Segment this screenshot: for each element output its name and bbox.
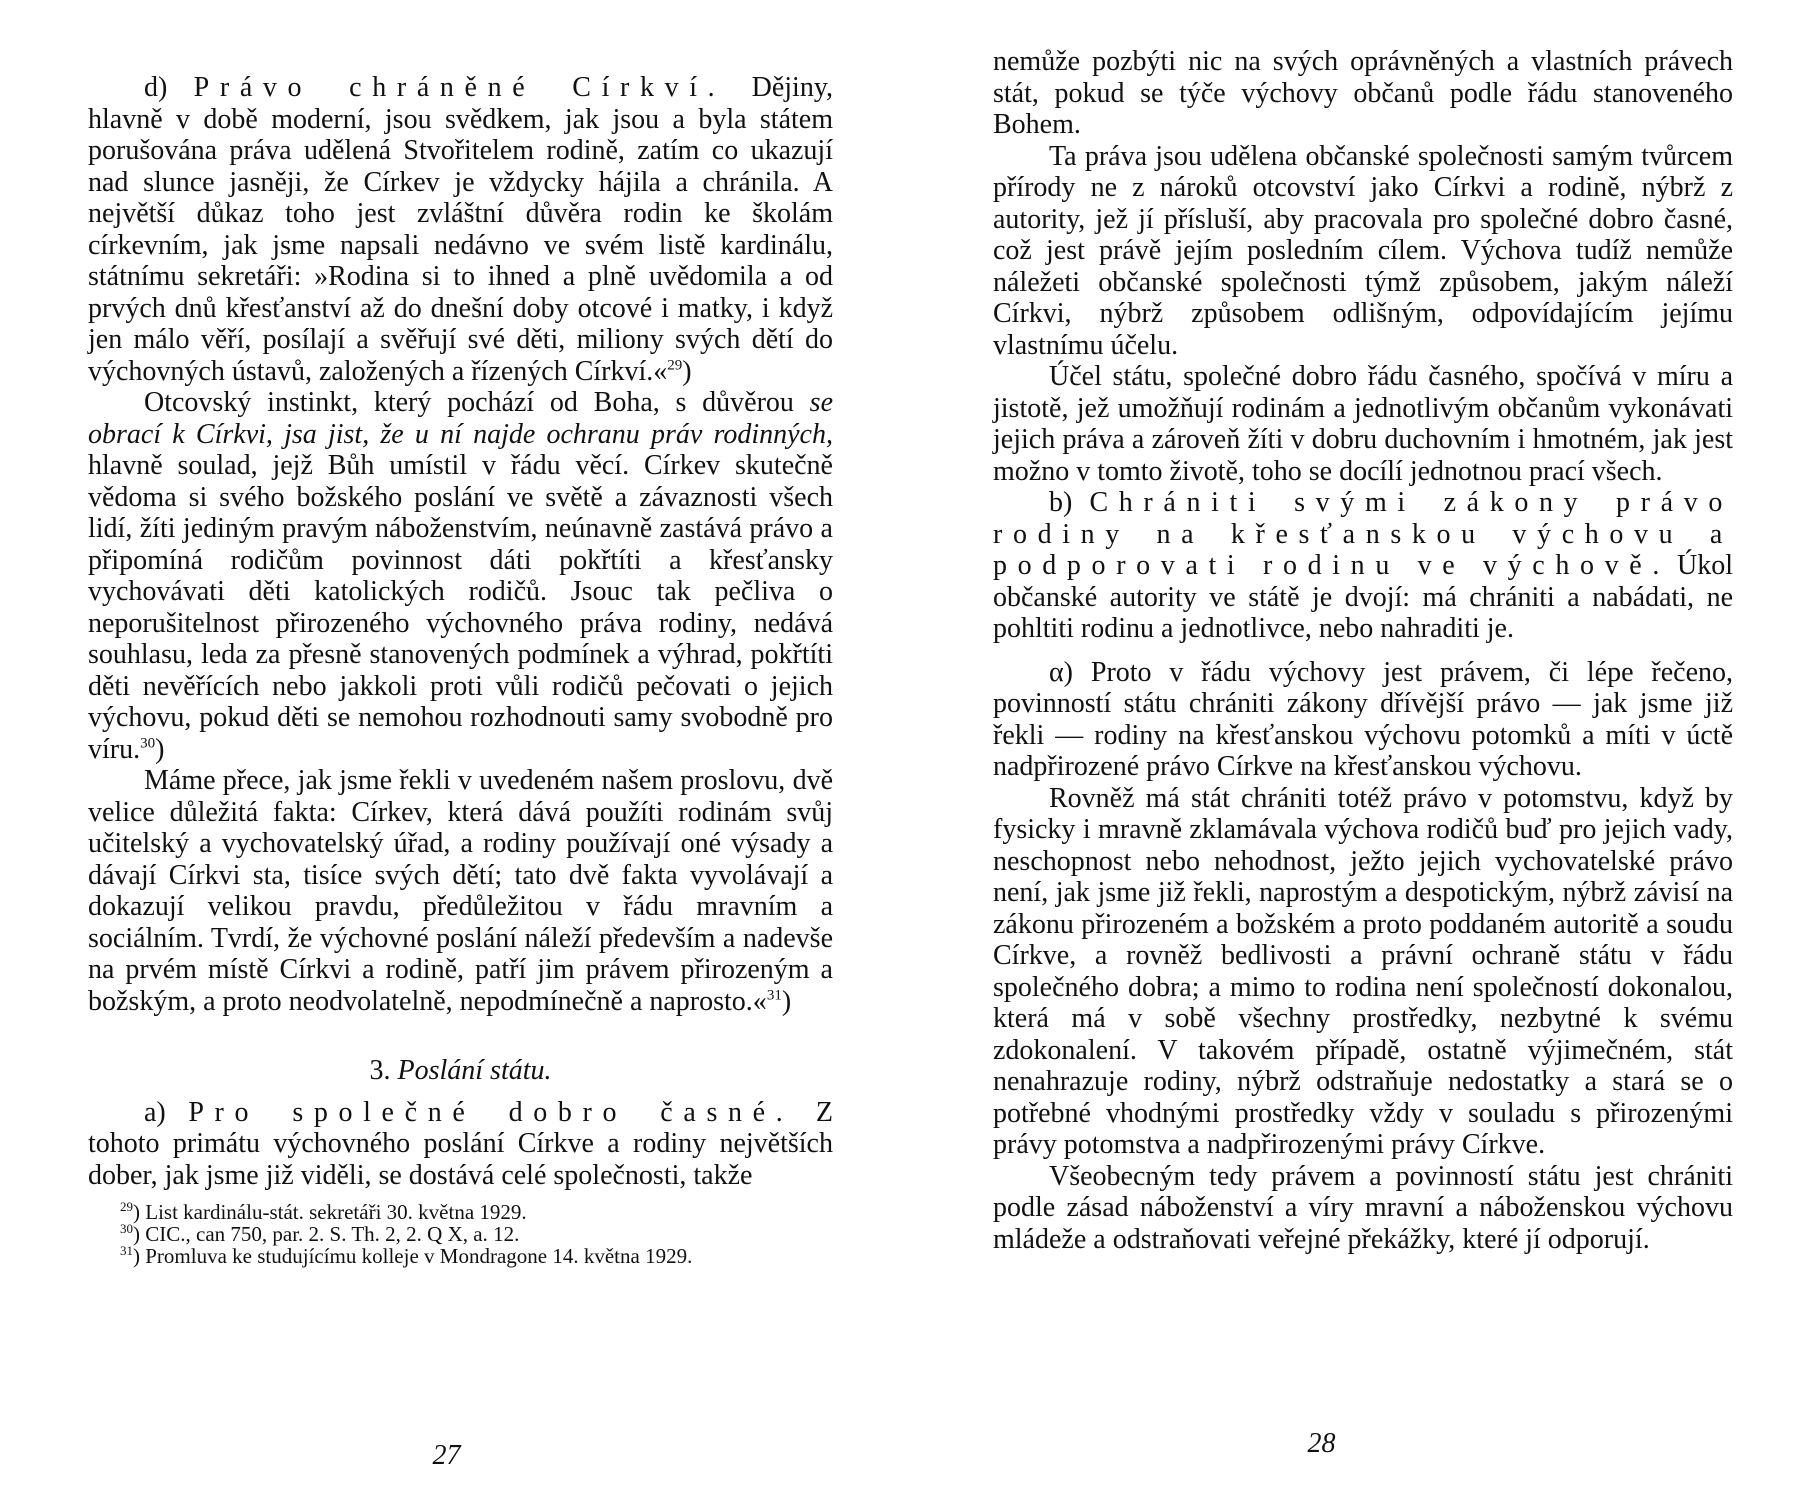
page-number: 27 [432,1440,461,1471]
footnote-number: 31 [120,1243,133,1258]
paragraph-common-good [88,1097,833,1192]
footnote-item [88,1201,833,1223]
footnote-ref-close: ) [155,733,165,765]
paragraph-heading: Právo chráněné Církví. [193,72,726,103]
paragraph-text: hlavně soulad, jejž Bůh umístil v řádu věcí. Církev skutečně vědoma si svého božského poslání ve světě a závaznosti všech lidí, žíti jediným pravým náboženstvím, neúnavně zastává právo a připomíná rodičům povinnost dáti pokřtíti a křesťansky vychovávati děti katolických rodičů. Jsouc tak pečliva o neporušitelnost přirozeného výchovného práva rodiny, nedává souhlasu, leda za přesně stanovených podmínek a výhrad, pokřtíti děti nevěřících nebo jakkoli proti vůli rodičů pečovati o jejich výchovu, pokud děti se nemohou rozhodnouti samy svobodně pro víru. [88,450,833,765]
paragraph-text: Otcovský instinkt, který pochází od Boha, s důvěrou [144,387,810,418]
footnote-number: 30 [120,1221,133,1236]
page-number: 28 [1307,1428,1336,1459]
paragraph-letter: b) [1049,487,1090,518]
paragraph-church-right [88,72,833,387]
footnote-ref: 30 [140,735,156,752]
footnote-number: 29 [120,1199,133,1214]
footnote-item [88,1245,833,1267]
footnote-ref-close: ) [682,355,692,387]
paragraph-continuation: nemůže pozbýti nic na svých oprávněných a vlastních právech stát, pokud se týče výchovy občanů podle řádu stanoveného Bohem. [993,46,1733,140]
footnote-text: ) CIC., can 750, par. 2. S. Th. 2, 2. Q X, a. 12. [133,1222,520,1246]
footnote-ref: 31 [766,987,782,1004]
paragraph-letter: d) [144,72,194,103]
paragraph-protect-family [993,487,1733,645]
paragraph-text: Dějiny, hlavně v době moderní, jsou svědkem, jak jsou a byla státem porušována práva udělená Stvořitelem rodině, zatím co ukazují nad slunce jasněji, že Církev je vždycky hájila a chránila. A největší důkaz toho jest zvláštní důvěra rodin ke školám církevním, jak jsme napsali nedávno ve svém listě kardinálu, státnímu sekretáři: »Rodina si to ihned a plně uvědomila a od prvých dnů křesťanství až do dnešní doby otcové i matky, i když jen málo věří, posílají a svěřují své děti, miliony svých dětí do výchovných ústavů, založených a řízených Církví.« [88,72,834,387]
paragraph-text: Z tohoto primátu výchovného poslání Církve a rodiny největších dober, jak jsme již viděli, se dostává celé společnosti, takže [88,1096,834,1191]
left-text-column [88,72,833,1267]
footnote-ref: 29 [667,357,683,374]
paragraph-general-duty: Všeobecným tedy právem a povinností státu jest chrániti podle zásad náboženství a víry mravní a náboženskou výchovu mládeže a odstraňovati veřejné překážky, které jí odporují. [993,1160,1733,1255]
paragraph-heading: Chrániti svými zákony právo rodiny na křesťanskou výchovu a podporovati rodinu ve výchově. [993,487,1733,581]
right-text-column [993,46,1733,1255]
section-number: 3. [369,1055,398,1086]
paragraph-state-purpose: Účel státu, společné dobro řádu časného, spočívá v míru a jistotě, jež umožňují rodinám a jednotlivým občanům vykonávati jejich práva a zároveň žíti v dobru duchovním i hmotném, jak jest možno v tomto životě, toho se docílí jednotnou prací všech. [993,361,1733,487]
paragraph-two-facts [88,765,833,1017]
paragraph-text: Úkol občanské autority ve státě je dvojí: má chrániti a nabádati, ne pohltiti rodinu a jednotlivce, nebo nahraditi je. [993,550,1733,644]
footnote-ref-close: ) [781,985,792,1017]
paragraph-text: Máme přece, jak jsme řekli v uvedeném našem proslovu, dvě velice důležitá fakta: Církev, která dává použíti rodinám svůj učitelský a vychovatelský úřad, a rodiny používají oné výsady a dávají Církvi sta, tisíce svých dětí; tato dvě fakta vyvolávají a dokazují velikou pravdu, předůležitou v řádu mravním a sociálním. Tvrdí, že výchovné poslání náleží především a nadevše na prvém místě Církvi a rodině, patří jim právem přirozeným a božským, a proto neodvolatelně, nepodmínečně a naprosto.« [88,765,833,1017]
paragraph-heading: Pro společné dobro časné. [188,1096,794,1128]
section-title: Poslání státu. [397,1055,552,1086]
paragraph-protect-offspring: Rovněž má stát chrániti totéž právo v potomstvu, když by fysicky i mravně zklamávala výchova rodičů buď pro jejich vady, neschopnost nebo nehodnost, ježto jejich vychovatelské právo není, jak jsme již řekli, naprostým a despotickým, nýbrž závisí na zákonu přirozeném a božském a proto poddaném autoritě a soudu Církve, a rovněž bedlivosti a právní ochraně státu v řádu společného dobra; a mimo to rodina není společností dokonalou, která má v sobě všechny prostředky, nezbytné k svému zdokonalení. V takovém případě, ostatně výjimečném, stát nenahrazuje rodiny, nýbrž odstraňuje nedostatky a stará se o potřebné vhodnými prostředky vždy v souladu s přirozenými právy potomstva a nadpřirozenými právy Církve. [993,782,1733,1160]
footnote-text: ) Promluva ke studujícímu kolleje v Mondragone 14. května 1929. [133,1244,693,1268]
footnotes [88,1201,833,1267]
section-heading [88,1055,833,1087]
paragraph-alpha: α) Proto v řádu výchovy jest právem, či lépe řečeno, povinností státu chrániti zákony dřívější právo — jak jsme již řekli — rodiny na křesťanskou výchovu potomků a míti v úctě nadpřirozené právo Církve na křesťanskou výchovu. [993,656,1733,782]
paragraph-parental-instinct [88,387,833,765]
paragraph-rights-granted: Ta práva jsou udělena občanské společnosti samým tvůrcem přírody ne z nároků otcovství jako Církvi a rodině, nýbrž z autority, jež jí přísluší, aby pracovala pro společné dobro časné, což jest právě jejím posledním cílem. Výchova tudíž nemůže náležeti občanské společnosti týmž způsobem, jakým náleží Církvi, nýbrž způsobem odlišným, odpovídajícím jejímu vlastnímu účelu. [993,140,1733,361]
right-page [905,0,1810,1500]
footnote-item [88,1223,833,1245]
footnote-text: ) List kardinálu-stát. sekretáři 30. května 1929. [133,1200,527,1224]
paragraph-italic-text: se obrací k Církvi, jsa jist, že u ní najde ochranu práv rodinných, [88,387,833,450]
paragraph-letter: a) [144,1096,189,1128]
